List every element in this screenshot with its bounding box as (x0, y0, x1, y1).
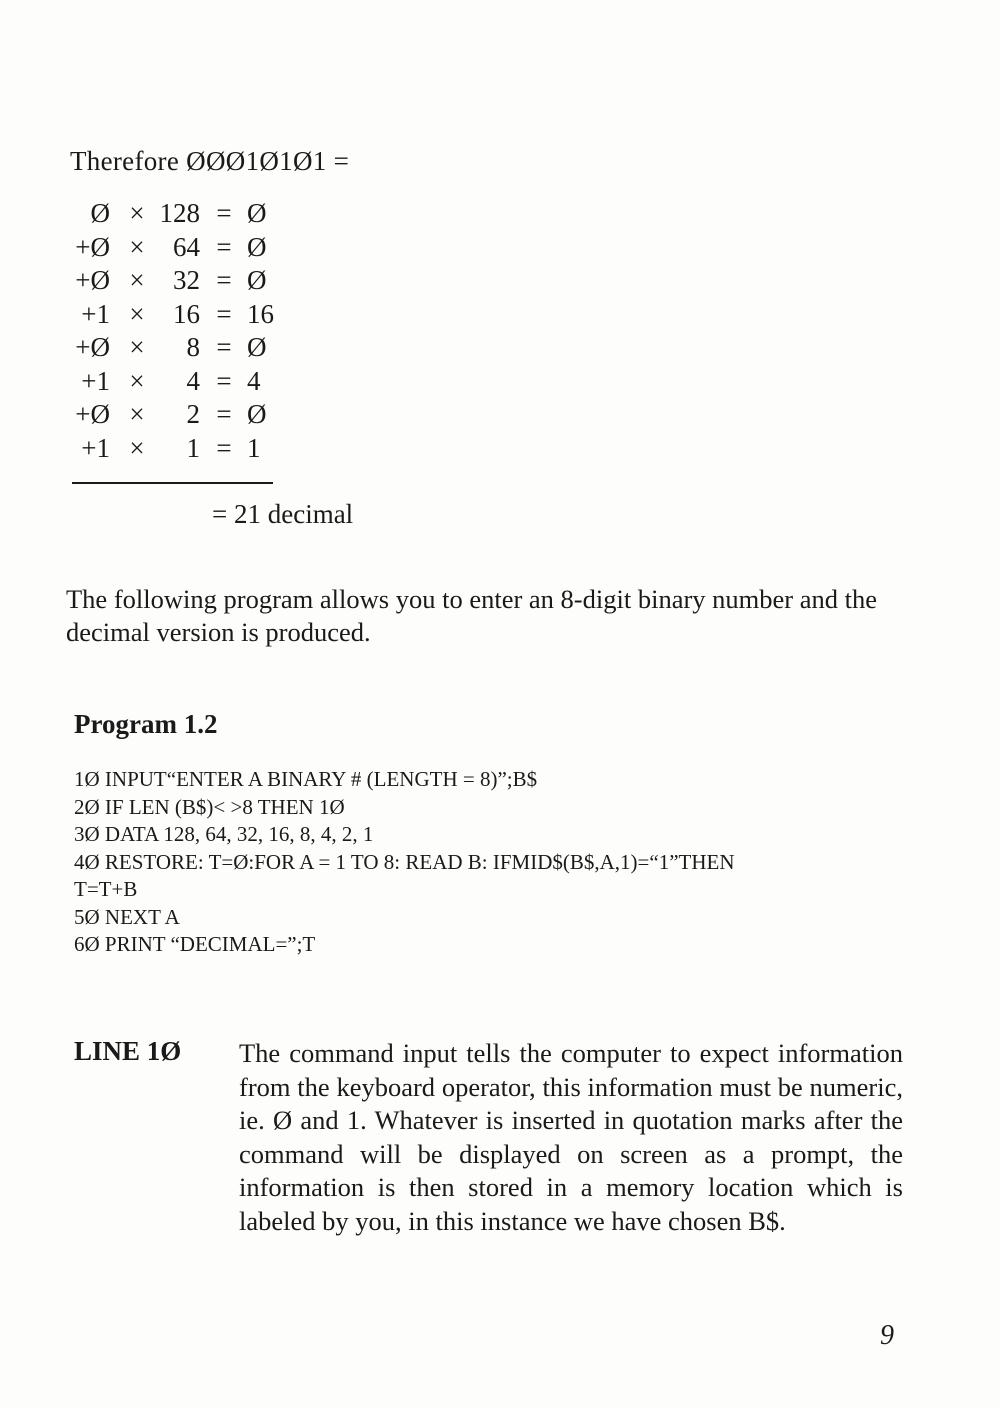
times-symbol: × (129, 231, 145, 262)
calc-result: 4 (247, 365, 261, 396)
equals-symbol: = (216, 432, 232, 463)
sum-divider (72, 482, 273, 484)
calc-sign: Ø (90, 198, 110, 228)
program-line: 1Ø INPUT“ENTER A BINARY # (LENGTH = 8)”;B$ (74, 767, 538, 791)
times-symbol: × (129, 332, 145, 362)
calc-result: 1 (247, 432, 261, 463)
equals-symbol: = (216, 265, 232, 295)
calc-multiplier: 1 (186, 432, 200, 463)
times-symbol: × (129, 399, 145, 429)
calc-result: Ø (247, 231, 267, 262)
equals-symbol: = (216, 198, 232, 228)
program-listing (74, 766, 914, 959)
therefore-line: Therefore ØØØ1Ø1Ø1 = (70, 146, 350, 176)
calc-result: Ø (247, 399, 267, 429)
calc-sign: +Ø (75, 231, 110, 262)
times-symbol: × (129, 298, 145, 329)
page-number: 9 (880, 1320, 894, 1351)
calc-result: Ø (247, 265, 267, 295)
program-heading: Program 1.2 (74, 709, 218, 739)
calc-multiplier: 8 (186, 332, 200, 362)
calc-sign: +1 (81, 298, 110, 329)
calc-sign: +Ø (75, 399, 110, 429)
calc-multiplier: 32 (173, 265, 200, 295)
sum-result: = 21 decimal (212, 499, 354, 529)
calc-sign: +1 (81, 365, 110, 396)
program-line: 2Ø IF LEN (B$)< >8 THEN 1Ø (74, 794, 345, 819)
times-symbol: × (129, 265, 145, 295)
times-symbol: × (129, 432, 145, 463)
calc-multiplier: 16 (173, 298, 200, 329)
calc-result: 16 (247, 298, 274, 329)
line-label: LINE 1Ø (74, 1036, 182, 1066)
calc-sign: +1 (81, 432, 110, 463)
program-line: 6Ø PRINT “DECIMAL=”;T (74, 932, 316, 956)
line-description: The command input tells the computer to expect information from the keyboard operator, this information must be numeric, ie. Ø and 1. Whatever is inserted in quotation marks after the command will be displayed on screen as a prompt, the information is then stored in a memory location which is labeled by you, in this instance we have chosen B$. (239, 1038, 903, 1236)
calc-multiplier: 128 (159, 198, 200, 228)
program-line: T=T+B (74, 877, 138, 901)
calc-multiplier: 4 (186, 365, 200, 396)
equals-symbol: = (216, 399, 232, 429)
program-line: 4Ø RESTORE: T=Ø:FOR A = 1 TO 8: READ B: IFMID$(B$,A,1)=“1”THEN (74, 849, 735, 874)
equals-symbol: = (216, 231, 232, 262)
intro-paragraph: The following program allows you to enter an 8-digit binary number and the decimal version is produced. (66, 584, 877, 647)
calc-result: Ø (247, 198, 267, 228)
times-symbol: × (129, 198, 145, 228)
times-symbol: × (129, 365, 145, 396)
calc-sign: +Ø (75, 332, 110, 362)
equals-symbol: = (216, 332, 232, 362)
equals-symbol: = (216, 298, 232, 329)
calc-multiplier: 2 (186, 399, 200, 429)
calc-result: Ø (247, 332, 267, 362)
calc-multiplier: 64 (173, 231, 200, 262)
program-line: 3Ø DATA 128, 64, 32, 16, 8, 4, 2, 1 (74, 822, 374, 846)
equals-symbol: = (216, 365, 232, 396)
calc-sign: +Ø (75, 265, 110, 295)
program-line: 5Ø NEXT A (74, 904, 180, 929)
